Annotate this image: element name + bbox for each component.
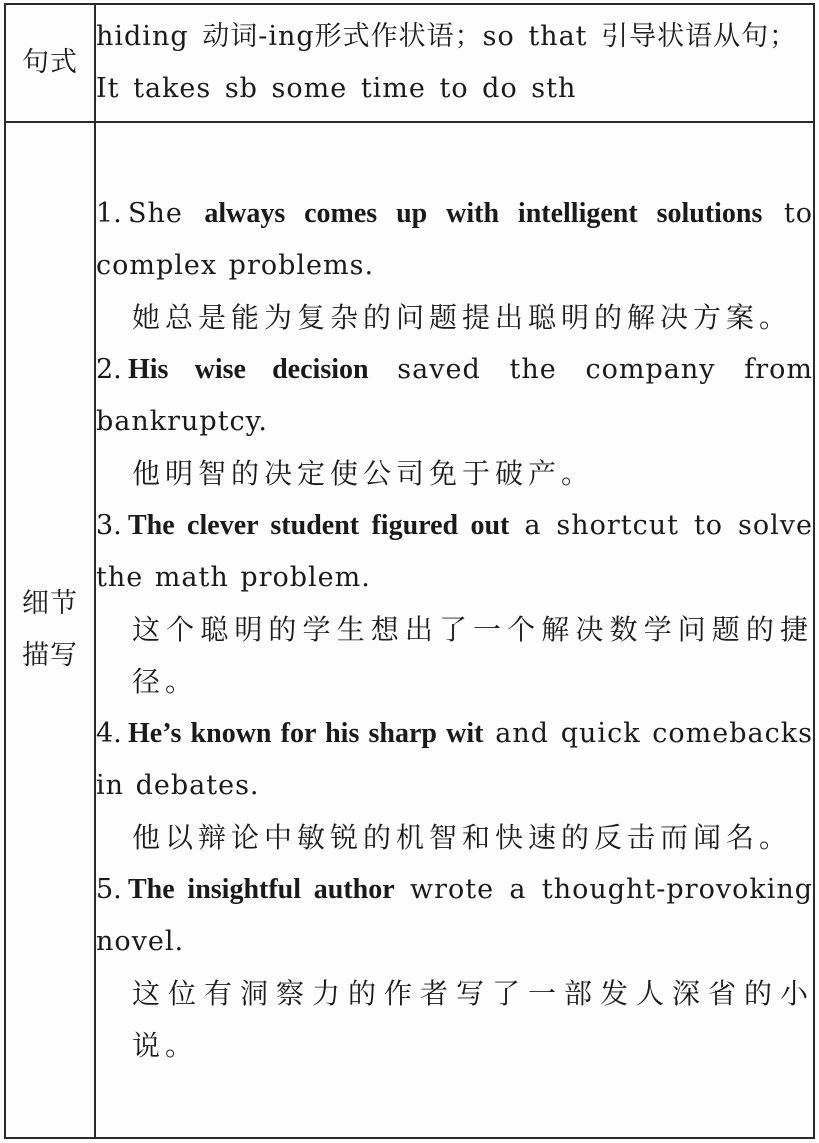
highlighted-phrase: The clever student figured out (128, 510, 510, 541)
detail-cell (95, 122, 814, 1138)
row-label-detail (5, 122, 95, 1138)
translation: 这位有洞察力的作者写了一部发人深省的小说。 (132, 977, 813, 1062)
row-label-pattern (5, 4, 95, 122)
list-item (96, 188, 813, 344)
item-number: 2. (96, 354, 122, 385)
highlighted-phrase: always comes up with intelligent solutions (204, 198, 763, 229)
item-number: 1. (96, 198, 122, 229)
example-sentence (96, 188, 813, 292)
label-text-line1: 细节 (22, 588, 78, 619)
vocab-table (4, 3, 815, 1139)
example-sentence (96, 708, 813, 812)
highlighted-phrase: He’s known for his sharp wit (128, 718, 484, 749)
list-item (96, 708, 813, 864)
pattern-cell (95, 4, 814, 122)
label-text: 句式 (22, 47, 78, 78)
item-number: 5. (96, 874, 122, 905)
example-sentence (96, 344, 813, 448)
example-sentence (96, 500, 813, 604)
list-item (96, 864, 813, 1072)
example-sentence (96, 864, 813, 968)
sentence-suffix: a shortcut to solve the math problem. (96, 510, 813, 593)
translation: 他明智的决定使公司免于破产。 (132, 457, 595, 490)
sentence-suffix: wrote a thought-provoking novel. (96, 874, 814, 957)
translation: 她总是能为复杂的问题提出聪明的解决方案。 (132, 301, 793, 334)
translation: 这个聪明的学生想出了一个解决数学问题的捷径。 (132, 613, 813, 698)
table-row-pattern (5, 4, 814, 122)
highlighted-phrase: His wise decision (128, 354, 369, 385)
sentence-suffix: and quick comebacks in debates. (96, 718, 813, 801)
translation: 他以辩论中敏锐的机智和快速的反击而闻名。 (132, 821, 793, 854)
highlighted-phrase: The insightful author (128, 874, 395, 905)
label-text-line2: 描写 (22, 640, 78, 671)
list-item (96, 344, 813, 500)
sentence-prefix: She (128, 198, 205, 229)
sentence-suffix: saved the company from bankruptcy. (96, 354, 813, 437)
item-number: 3. (96, 510, 122, 541)
pattern-text: hiding 动词-ing形式作状语；so that 引导状语从句；It takes sb some time to do sth (96, 21, 798, 104)
item-number: 4. (96, 718, 122, 749)
table-row-detail (5, 122, 814, 1138)
list-item (96, 500, 813, 708)
sentence-suffix: to complex problems. (96, 198, 813, 281)
